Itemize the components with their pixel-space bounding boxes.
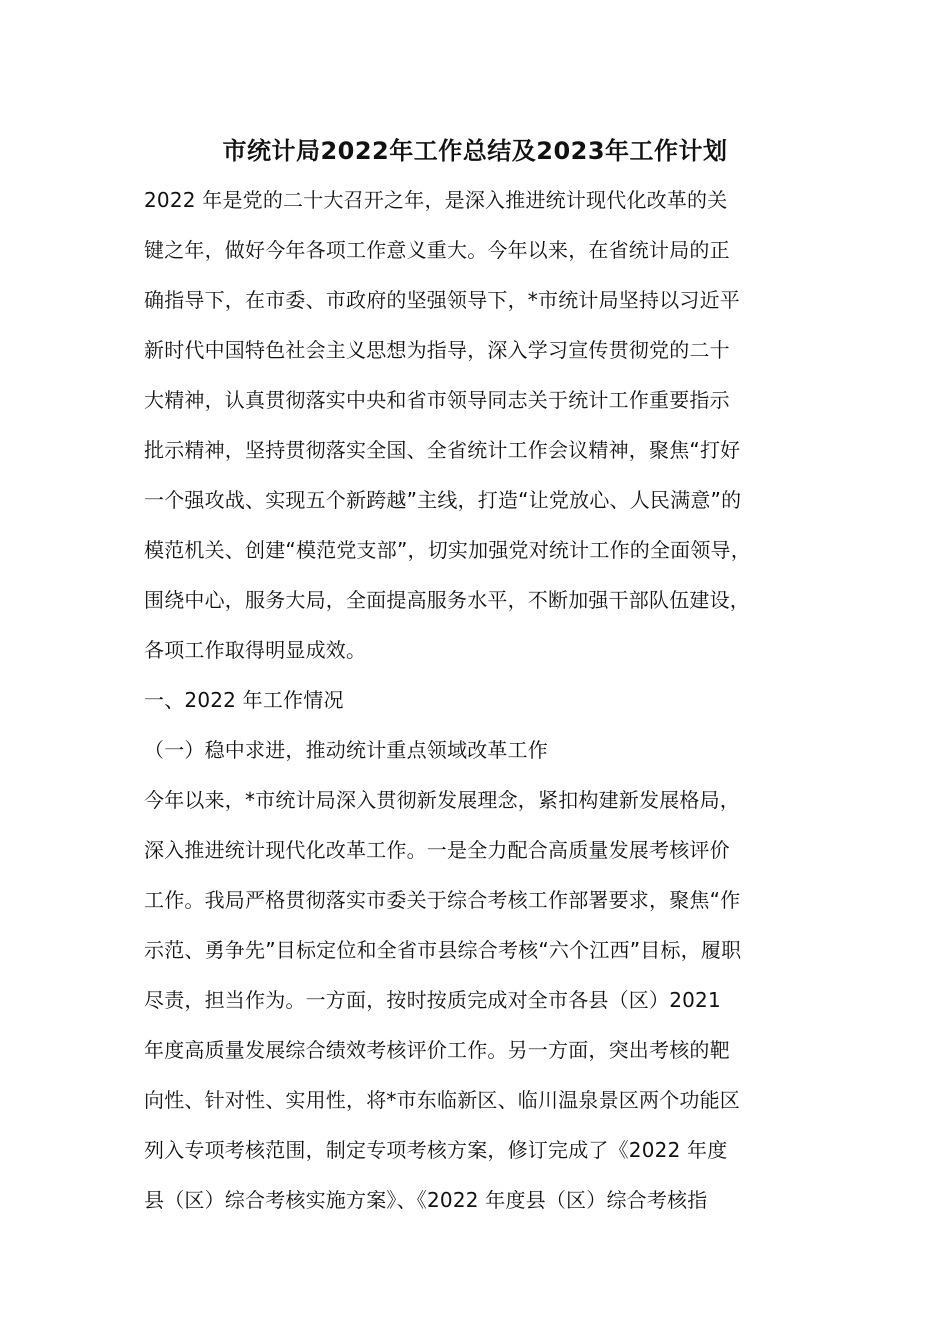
text-line: 尽责，担当作为。一方面，按时按质完成对全市各县（区）2021 (144, 988, 721, 1012)
text-line: 工作。我局严格贯彻落实市委关于综合考核工作部署要求，聚焦“作 (144, 888, 741, 912)
text-line: 年度高质量发展综合绩效考核评价工作。另一方面，突出考核的靶 (144, 1038, 730, 1062)
text-line: 深入推进统计现代化改革工作。一是全力配合高质量发展考核评价 (144, 838, 730, 862)
text-line: 今年以来，*市统计局深入贯彻新发展理念，紧扣构建新发展格局， (144, 788, 740, 812)
text-line: 大精神，认真贯彻落实中央和省市领导同志关于统计工作重要指示 (144, 388, 730, 412)
text-line: 向性、针对性、实用性，将*市东临新区、临川温泉景区两个功能区 (144, 1088, 740, 1112)
text-line: 围绕中心，服务大局，全面提高服务水平，不断加强干部队伍建设， (144, 588, 750, 612)
subsection-heading: （一）稳中求进，推动统计重点领域改革工作 (144, 738, 548, 762)
section-heading: 一、2022 年工作情况 (144, 688, 344, 712)
text-line: 批示精神，坚持贯彻落实全国、全省统计工作会议精神，聚焦“打好 (144, 438, 741, 462)
text-line: 键之年，做好今年各项工作意义重大。今年以来，在省统计局的正 (144, 238, 730, 262)
text-line: 县（区）综合考核实施方案》、《2022 年度县（区）综合考核指 (144, 1188, 708, 1212)
text-line: 模范机关、创建“模范党支部”，切实加强党对统计工作的全面领导， (144, 538, 751, 562)
text-line: 示范、勇争先”目标定位和全省市县综合考核“六个江西”目标，履职 (144, 938, 742, 962)
text-line: 列入专项考核范围，制定专项考核方案，修订完成了《2022 年度 (144, 1138, 728, 1162)
text-line: 一个强攻战、实现五个新跨越”主线，打造“让党放心、人民满意”的 (144, 488, 742, 512)
document-title: 市统计局2022年工作总结及2023年工作计划 (222, 137, 728, 165)
text-line: 确指导下，在市委、市政府的坚强领导下，*市统计局坚持以习近平 (144, 288, 740, 312)
document-body (144, 175, 844, 1225)
text-line: 2022 年是党的二十大召开之年，是深入推进统计现代化改革的关 (144, 188, 728, 212)
text-line: 新时代中国特色社会主义思想为指导，深入学习宣传贯彻党的二十 (144, 338, 730, 362)
text-line: 各项工作取得明显成效。 (144, 638, 367, 662)
